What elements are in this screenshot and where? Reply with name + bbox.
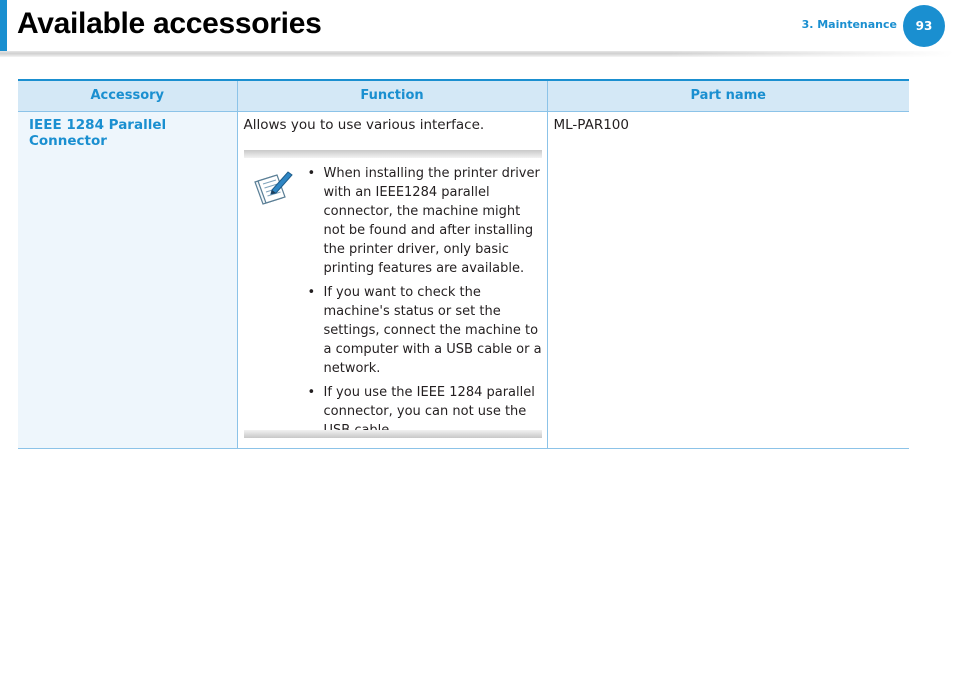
table-header-row xyxy=(18,80,909,111)
table-row xyxy=(18,111,909,448)
note-list xyxy=(308,164,544,445)
column-header-accessory: Accessory xyxy=(18,80,237,111)
note-item-text: When installing the printer driver with an IEEE1284 parallel connector, the machine might not be found and after installing the printer driver, only basic printing features are available. xyxy=(323,165,540,276)
note-item-text: If you use the IEEE 1284 parallel connector, you can not use the xyxy=(323,384,535,419)
note-top-border xyxy=(244,150,542,158)
list-item: • If you want to check the machine's status or set the settings, connect the machine to a computer with a USB cable or a network. xyxy=(307,284,542,376)
note-item-text: If you want to check the machine's status or set the settings, connect the machine to a computer with a USB cable or a network. xyxy=(323,284,542,376)
note-box xyxy=(244,150,542,438)
column-header-function: Function xyxy=(237,80,547,111)
column-header-part-name: Part name xyxy=(547,80,909,111)
page-number-badge: 93 xyxy=(903,5,945,47)
list-item: • If you use the IEEE 1284 parallel connector, you can not use the xyxy=(308,383,544,440)
accessory-cell: IEEE 1284 Parallel Connector xyxy=(18,111,237,448)
header-accent-bar xyxy=(0,0,7,52)
note-pencil-icon xyxy=(252,168,294,206)
function-cell xyxy=(237,111,547,448)
note-bottom-border xyxy=(244,430,542,438)
function-text: Allows you to use various interface. xyxy=(243,116,485,133)
part-name-cell: ML-PAR100 xyxy=(547,111,909,448)
section-label: 3. Maintenance xyxy=(801,18,897,31)
list-item: • When installing the printer driver with an IEEE1284 parallel connector, the machine might not be found and after installing the printer driver, only basic printing features are available. xyxy=(307,165,540,276)
page-title: Available accessories xyxy=(17,7,322,40)
accessories-table xyxy=(18,79,909,449)
